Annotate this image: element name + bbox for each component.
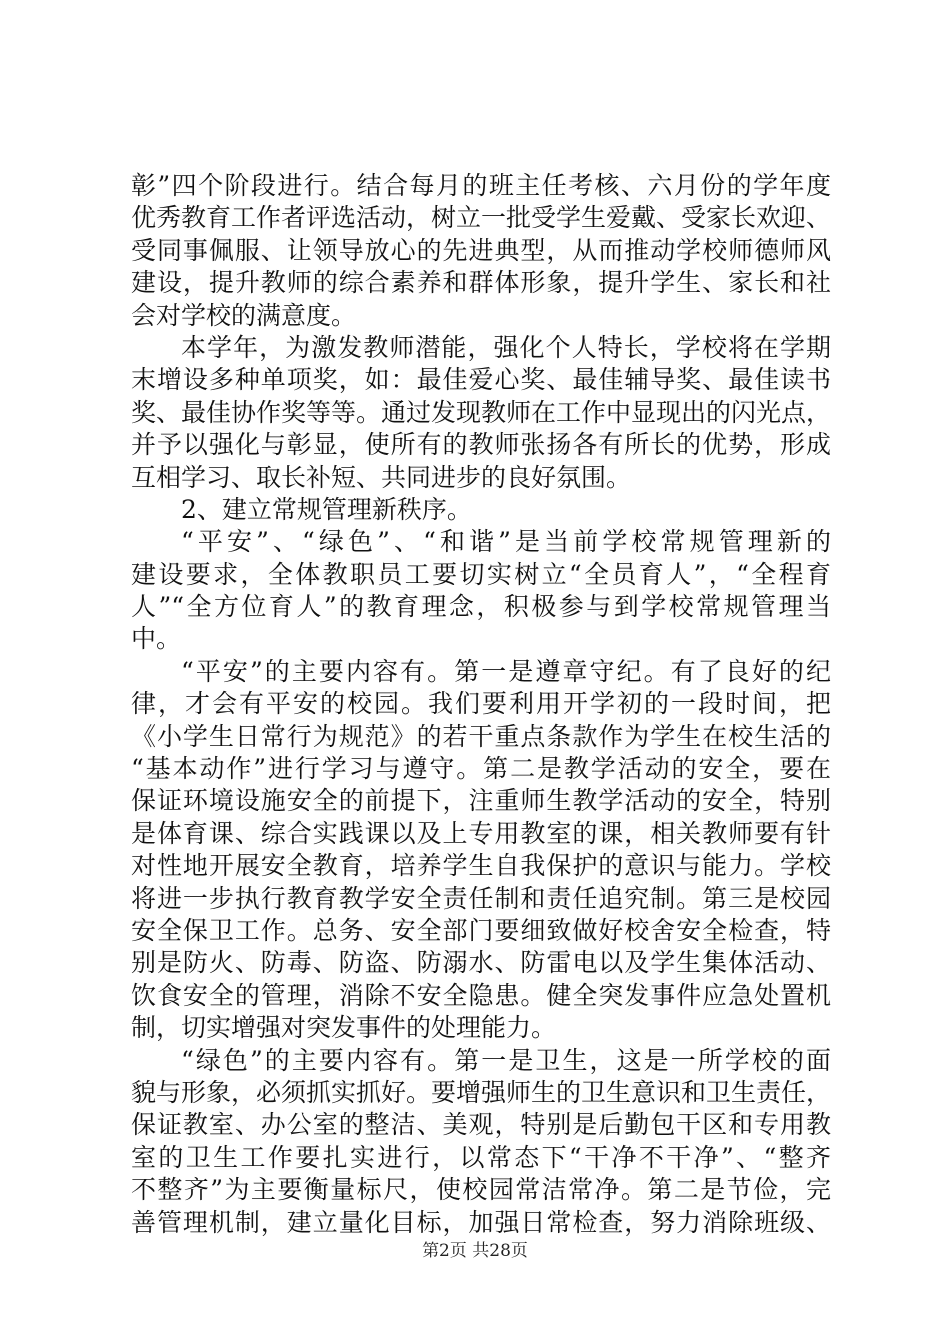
page-footer: 第2页 共28页 xyxy=(422,1241,528,1261)
text-line: 饮食安全的管理，消除不安全隐患。健全突发事件应急处置机 xyxy=(131,980,831,1010)
text-line: 对性地开展安全教育，培养学生自我保护的意识与能力。学校 xyxy=(131,851,831,881)
text-line: 互相学习、取长补短、共同进步的良好氛围。 xyxy=(131,462,632,492)
text-line: 人”“全方位育人”的教育理念，积极参与到学校常规管理当 xyxy=(131,592,831,622)
text-line: 《小学生日常行为规范》的若干重点条款作为学生在校生活的 xyxy=(131,721,831,751)
text-line: 室的卫生工作要扎实进行，以常态下“干净不干净”、“整齐 xyxy=(131,1142,831,1172)
text-line: 貌与形象，必须抓实抓好。要增强师生的卫生意识和卫生责任， xyxy=(131,1077,831,1107)
text-line: 2、建立常规管理新秩序。 xyxy=(181,494,472,524)
text-line: 律，才会有平安的校园。我们要利用开学初的一段时间，把 xyxy=(131,689,831,719)
text-line: 会对学校的满意度。 xyxy=(131,300,357,330)
text-line: 善管理机制，建立量化目标，加强日常检查，努力消除班级、 xyxy=(131,1207,831,1237)
text-line: 并予以强化与彰显，使所有的教师张扬各有所长的优势，形成 xyxy=(131,430,831,460)
text-line: 末增设多种单项奖，如：最佳爱心奖、最佳辅导奖、最佳读书 xyxy=(131,365,831,395)
text-line: 优秀教育工作者评选活动，树立一批受学生爱戴、受家长欢迎、 xyxy=(131,203,831,233)
text-line: 安全保卫工作。总务、安全部门要细致做好校舍安全检查，特 xyxy=(131,915,831,945)
text-line: “平安”、“绿色”、“和谐”是当前学校常规管理新的 xyxy=(181,527,831,557)
text-line: 不整齐”为主要衡量标尺，使校园常洁常净。第二是节俭，完 xyxy=(131,1175,831,1205)
text-line: 受同事佩服、让领导放心的先进典型，从而推动学校师德师风 xyxy=(131,235,831,265)
text-line: 本学年，为激发教师潜能，强化个人特长，学校将在学期 xyxy=(181,332,831,362)
text-line: “平安”的主要内容有。第一是遵章守纪。有了良好的纪 xyxy=(181,656,831,686)
document-body xyxy=(131,170,831,1239)
text-line: 彰”四个阶段进行。结合每月的班主任考核、六月份的学年度 xyxy=(131,171,831,200)
text-line: 是体育课、综合实践课以及上专用教室的课，相关教师要有针 xyxy=(131,818,831,848)
text-line: 保证教室、办公室的整洁、美观，特别是后勤包干区和专用教 xyxy=(131,1110,831,1140)
text-line: 中。 xyxy=(131,624,182,654)
text-line: 制，切实增强对突发事件的处理能力。 xyxy=(131,1013,557,1043)
text-line: 建设，提升教师的综合素养和群体形象，提升学生、家长和社 xyxy=(131,268,831,298)
text-line: 建设要求，全体教职员工要切实树立“全员育人”，“全程育 xyxy=(131,559,831,589)
text-line: “基本动作”进行学习与遵守。第二是教学活动的安全，要在 xyxy=(131,754,831,784)
text-line: 将进一步执行教育教学安全责任制和责任追究制。第三是校园 xyxy=(131,883,831,913)
text-line: 别是防火、防毒、防盗、防溺水、防雷电以及学生集体活动、 xyxy=(131,948,831,978)
text-line: 奖、最佳协作奖等等。通过发现教师在工作中显现出的闪光点， xyxy=(131,397,831,427)
text-line: 保证环境设施安全的前提下，注重师生教学活动的安全，特别 xyxy=(131,786,831,816)
text-line: “绿色”的主要内容有。第一是卫生，这是一所学校的面 xyxy=(181,1045,831,1075)
